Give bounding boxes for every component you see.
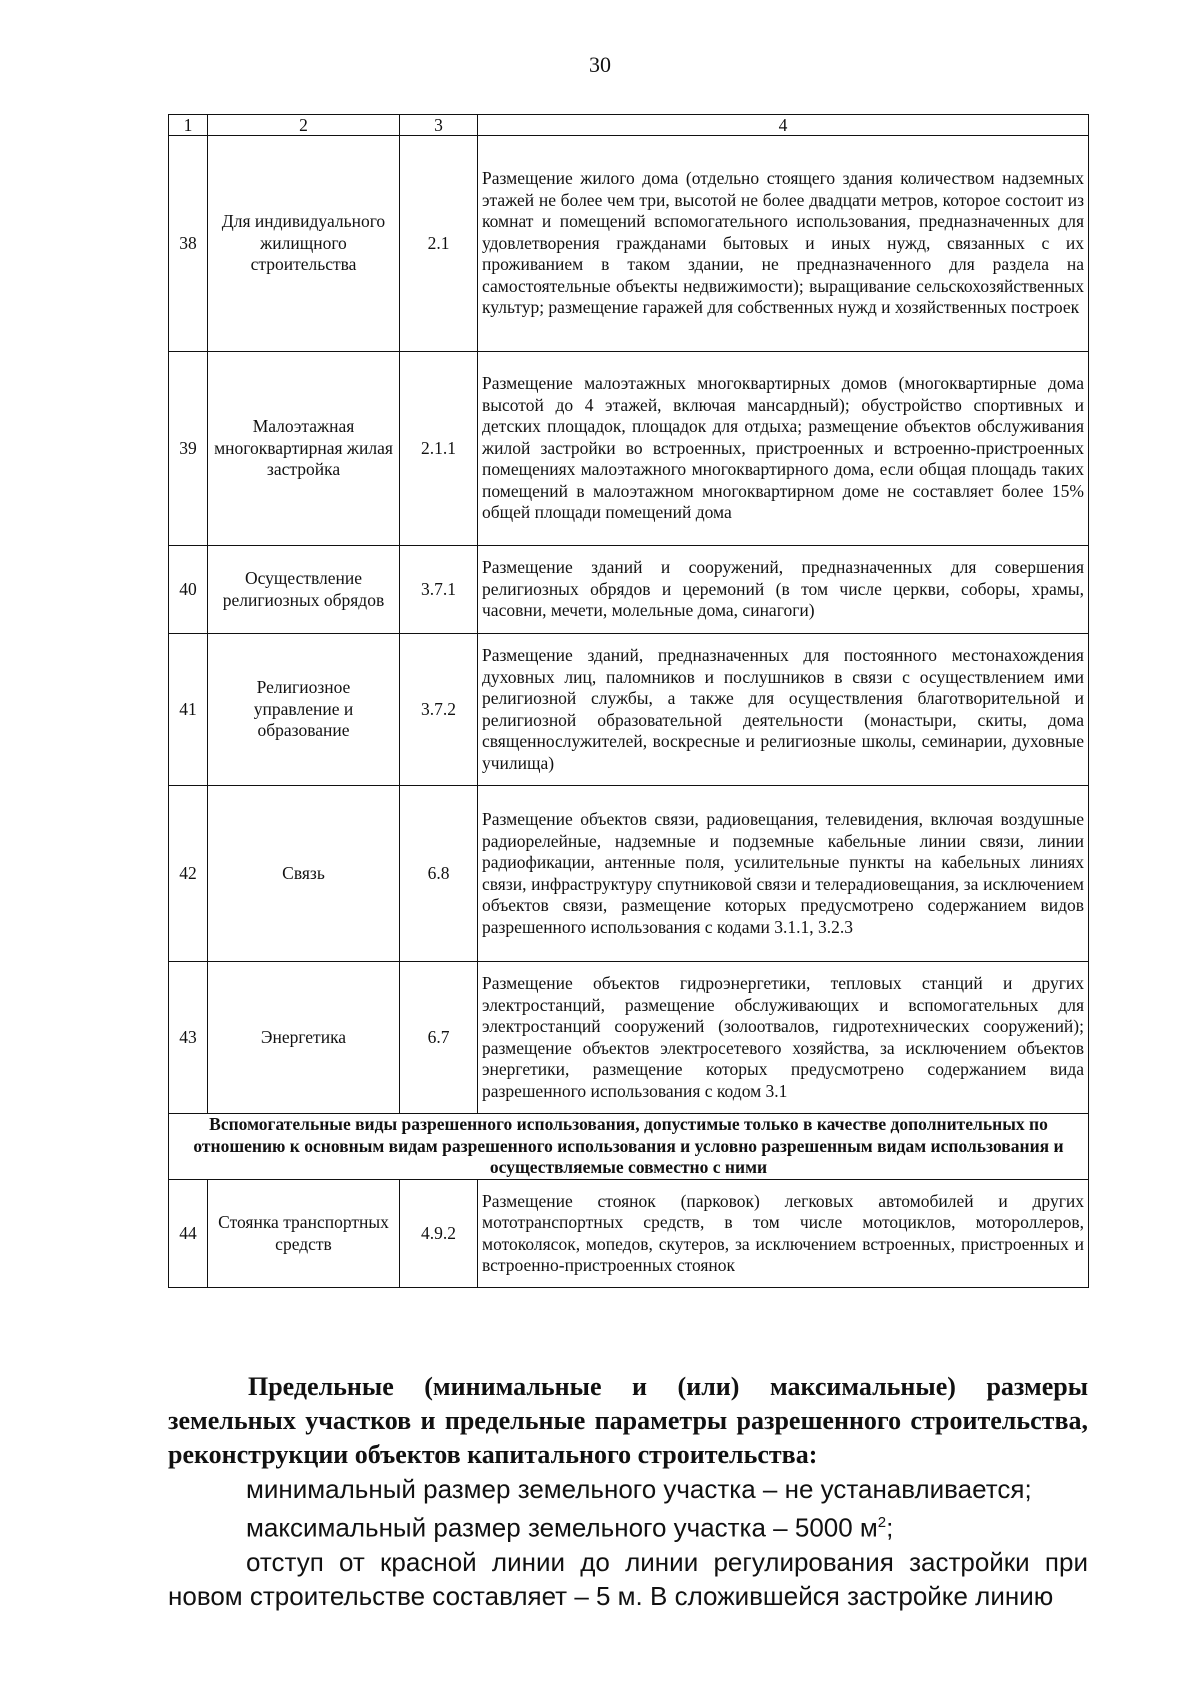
- use-type-code: 2.1: [400, 136, 478, 352]
- use-type-description: Размещение объектов гидроэнергетики, тепловых станций и других электростанций, размещение обслуживающих и вспомогательных для электростанций сооружений (золоотвалов, гидротехнических сооружений); размещение объектов электросетевого хозяйства, за исключением объектов энергетики, размещение которых предусмотрено содержанием вида разрешенного использования с кодом 3.1: [478, 962, 1089, 1114]
- use-type-description: Размещение зданий и сооружений, предназначенных для совершения религиозных обрядов и церемоний (в том числе церкви, соборы, храмы, часовни, мечети, молельные дома, синагоги): [478, 546, 1089, 634]
- use-type-code: 2.1.1: [400, 352, 478, 546]
- section-title: Предельные (минимальные и (или) максимальные) размеры земельных участков и предельные параметры разрешенного строительства, реконструкции объектов капитального строительства:: [168, 1372, 1088, 1469]
- column-header: 2: [208, 115, 400, 136]
- use-type-description: Размещение стоянок (парковок) легковых автомобилей и других мототранспортных средств, в том числе мотоциклов, мотороллеров, мотоколясок, мопедов, скутеров, за исключением встроенных, пристроенных и встроенно-пристроенных стоянок: [478, 1180, 1089, 1288]
- use-type-code: 3.7.1: [400, 546, 478, 634]
- superscript: 2: [877, 1514, 887, 1531]
- auxiliary-uses-heading: Вспомогательные виды разрешенного использования, допустимые только в качестве дополнительных по отношению к основным видам разрешенного использования и условно разрешенным видам использования и осуществляемые совместно с ними: [169, 1114, 1089, 1180]
- table-row: [169, 962, 1089, 1114]
- use-type-name: Стоянка транспортных средств: [208, 1180, 400, 1288]
- table-row: [169, 352, 1089, 546]
- table-subheading-row: [169, 1114, 1089, 1180]
- use-type-code: 4.9.2: [400, 1180, 478, 1288]
- table-row: [169, 786, 1089, 962]
- max-plot-size-paragraph: [168, 1506, 1088, 1545]
- row-number: 42: [169, 786, 208, 962]
- use-type-code: 6.7: [400, 962, 478, 1114]
- setback-paragraph: отступ от красной линии до линии регулирования застройки при новом строительстве составляет – 5 м. В сложившейся застройке линию: [168, 1546, 1088, 1611]
- column-header: 4: [478, 115, 1089, 136]
- use-type-name: Для индивидуального жилищного строительства: [208, 136, 400, 352]
- table-row: [169, 136, 1089, 352]
- use-type-name: Связь: [208, 786, 400, 962]
- use-type-description: Размещение малоэтажных многоквартирных домов (многоквартирные дома высотой до 4 этажей, включая мансардный); обустройство спортивных и детских площадок, площадок для отдыха; размещение объектов обслуживания жилой застройки во встроенных, пристроенных и встроенно-пристроенных помещениях малоэтажного многоквартирного дома, если общая площадь таких помещений в малоэтажном многоквартирном доме не составляет более 15% общей площади помещений дома: [478, 352, 1089, 546]
- use-type-name: Осуществление религиозных обрядов: [208, 546, 400, 634]
- use-type-name: Энергетика: [208, 962, 400, 1114]
- use-type-description: Размещение объектов связи, радиовещания, телевидения, включая воздушные радиорелейные, надземные и подземные кабельные линии связи, линии радиофикации, антенные поля, усилительные пункты на кабельных линиях связи, инфраструктуру спутниковой связи и телерадиовещания, за исключением объектов связи, размещение которых предусмотрено содержанием видов разрешенного использования с кодами 3.1.1, 3.2.3: [478, 786, 1089, 962]
- row-number: 41: [169, 634, 208, 786]
- row-number: 38: [169, 136, 208, 352]
- land-use-table: [168, 114, 1089, 1288]
- use-type-name: Религиозное управление и образование: [208, 634, 400, 786]
- max-plot-size-text: максимальный размер земельного участка – 5000 м: [246, 1512, 878, 1543]
- row-number: 40: [169, 546, 208, 634]
- use-type-code: 6.8: [400, 786, 478, 962]
- punctuation: ;: [886, 1512, 894, 1543]
- min-plot-size-paragraph: минимальный размер земельного участка – не устанавливается;: [246, 1474, 1032, 1504]
- column-header: 1: [169, 115, 208, 136]
- table-row: [169, 546, 1089, 634]
- table-row: [169, 1180, 1089, 1288]
- use-type-code: 3.7.2: [400, 634, 478, 786]
- row-number: 44: [169, 1180, 208, 1288]
- use-type-name: Малоэтажная многоквартирная жилая застройка: [208, 352, 400, 546]
- row-number: 39: [169, 352, 208, 546]
- column-header: 3: [400, 115, 478, 136]
- use-type-description: Размещение жилого дома (отдельно стоящего здания количеством надземных этажей не более чем три, высотой не более двадцати метров, которое состоит из комнат и помещений вспомогательного использования, предназначенных для удовлетворения гражданами бытовых и иных нужд, связанных с их проживанием в таком здании, не предназначенного для раздела на самостоятельные объекты недвижимости); выращивание сельскохозяйственных культур; размещение гаражей для собственных нужд и хозяйственных построек: [478, 136, 1089, 352]
- row-number: 43: [169, 962, 208, 1114]
- parameters-section: [168, 1370, 1088, 1613]
- page-number: 30: [589, 52, 611, 77]
- use-type-description: Размещение зданий, предназначенных для постоянного местонахождения духовных лиц, паломников и послушников в связи с осуществлением ими религиозной службы, а также для осуществления благотворительной и религиозной образовательной деятельности (монастыри, скиты, дома священнослужителей, воскресные и религиозные школы, семинарии, духовные училища): [478, 634, 1089, 786]
- table-row: [169, 634, 1089, 786]
- table-header-row: [169, 115, 1089, 136]
